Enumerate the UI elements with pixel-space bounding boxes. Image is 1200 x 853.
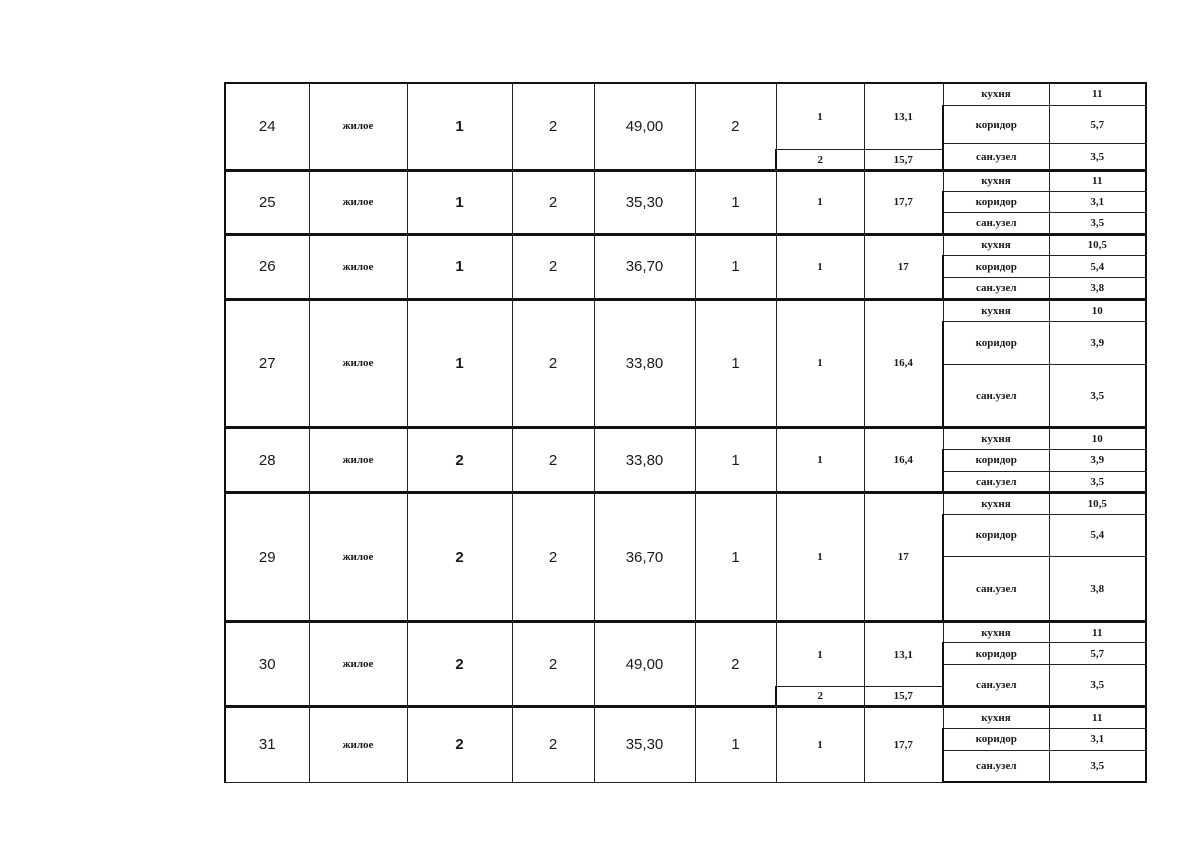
room-count: 1 — [695, 707, 776, 782]
table-body — [225, 83, 1146, 782]
premises-type: жилое — [309, 299, 407, 428]
auxiliary-room-area: 10,5 — [1049, 234, 1146, 255]
auxiliary-room-area: 10 — [1049, 428, 1146, 449]
floor-count: 2 — [512, 170, 594, 234]
table-row — [225, 234, 1146, 255]
living-room-area: 13,1 — [864, 622, 943, 687]
auxiliary-room-name: коридор — [943, 449, 1049, 471]
living-room-number: 2 — [776, 150, 864, 170]
auxiliary-room-name: коридор — [943, 643, 1049, 664]
auxiliary-room-area: 3,9 — [1049, 449, 1146, 471]
room-count: 1 — [695, 170, 776, 234]
auxiliary-room-area: 10 — [1049, 299, 1146, 321]
living-room-number: 1 — [776, 234, 864, 299]
floor-count: 2 — [512, 493, 594, 622]
auxiliary-room-name: кухня — [943, 707, 1049, 728]
premises-type: жилое — [309, 428, 407, 493]
auxiliary-room-area: 3,8 — [1049, 557, 1146, 622]
auxiliary-room-area: 3,1 — [1049, 192, 1146, 213]
auxiliary-room-name: кухня — [943, 493, 1049, 514]
floor-count: 2 — [512, 428, 594, 493]
living-room-area: 17,7 — [864, 707, 943, 782]
auxiliary-room-name: сан.узел — [943, 664, 1049, 707]
auxiliary-room-area: 11 — [1049, 170, 1146, 191]
living-room-number: 1 — [776, 428, 864, 493]
room-count: 2 — [695, 83, 776, 170]
auxiliary-room-name: кухня — [943, 622, 1049, 643]
total-area: 36,70 — [594, 493, 695, 622]
floor-count: 2 — [512, 622, 594, 707]
floor-count: 2 — [512, 707, 594, 782]
auxiliary-room-area: 5,4 — [1049, 255, 1146, 277]
auxiliary-room-name: сан.узел — [943, 557, 1049, 622]
apartment-number: 25 — [225, 170, 309, 234]
living-room-number: 1 — [776, 83, 864, 150]
apartment-number: 26 — [225, 234, 309, 299]
auxiliary-room-area: 5,7 — [1049, 105, 1146, 144]
total-area: 49,00 — [594, 622, 695, 707]
living-room-area: 17,7 — [864, 170, 943, 234]
total-area: 49,00 — [594, 83, 695, 170]
auxiliary-room-area: 5,4 — [1049, 514, 1146, 557]
floor: 2 — [407, 428, 512, 493]
living-room-area: 17 — [864, 493, 943, 622]
living-room-number: 1 — [776, 170, 864, 234]
apartment-number: 30 — [225, 622, 309, 707]
auxiliary-room-name: сан.узел — [943, 750, 1049, 782]
floor-count: 2 — [512, 299, 594, 428]
apartments-table — [224, 82, 1147, 783]
floor: 1 — [407, 299, 512, 428]
total-area: 35,30 — [594, 707, 695, 782]
auxiliary-room-area: 3,8 — [1049, 278, 1146, 299]
living-room-number: 1 — [776, 493, 864, 622]
premises-type: жилое — [309, 622, 407, 707]
premises-type: жилое — [309, 234, 407, 299]
premises-type: жилое — [309, 707, 407, 782]
total-area: 33,80 — [594, 428, 695, 493]
auxiliary-room-name: коридор — [943, 105, 1049, 144]
living-room-number: 2 — [776, 686, 864, 706]
floor: 2 — [407, 493, 512, 622]
auxiliary-room-area: 3,1 — [1049, 728, 1146, 750]
apartment-number: 29 — [225, 493, 309, 622]
floor: 1 — [407, 170, 512, 234]
total-area: 36,70 — [594, 234, 695, 299]
premises-type: жилое — [309, 83, 407, 170]
living-room-area: 15,7 — [864, 686, 943, 706]
apartment-number: 28 — [225, 428, 309, 493]
living-room-area: 13,1 — [864, 83, 943, 150]
auxiliary-room-area: 3,9 — [1049, 321, 1146, 365]
auxiliary-room-area: 11 — [1049, 707, 1146, 728]
table-row — [225, 83, 1146, 105]
auxiliary-room-area: 11 — [1049, 622, 1146, 643]
premises-type: жилое — [309, 493, 407, 622]
living-room-number: 1 — [776, 707, 864, 782]
room-count: 2 — [695, 622, 776, 707]
table-row — [225, 707, 1146, 728]
premises-type: жилое — [309, 170, 407, 234]
floor: 1 — [407, 83, 512, 170]
floor: 1 — [407, 234, 512, 299]
living-room-area: 15,7 — [864, 150, 943, 170]
living-room-area: 16,4 — [864, 428, 943, 493]
table-row — [225, 622, 1146, 643]
living-room-number: 1 — [776, 299, 864, 428]
floor-count: 2 — [512, 83, 594, 170]
auxiliary-room-name: коридор — [943, 321, 1049, 365]
auxiliary-room-name: кухня — [943, 299, 1049, 321]
total-area: 35,30 — [594, 170, 695, 234]
auxiliary-room-area: 11 — [1049, 83, 1146, 105]
auxiliary-room-name: кухня — [943, 83, 1049, 105]
auxiliary-room-name: сан.узел — [943, 365, 1049, 428]
auxiliary-room-name: сан.узел — [943, 213, 1049, 234]
auxiliary-room-area: 3,5 — [1049, 365, 1146, 428]
auxiliary-room-name: кухня — [943, 234, 1049, 255]
room-count: 1 — [695, 428, 776, 493]
auxiliary-room-name: сан.узел — [943, 471, 1049, 492]
table-row — [225, 299, 1146, 321]
floor-count: 2 — [512, 234, 594, 299]
auxiliary-room-area: 5,7 — [1049, 643, 1146, 664]
auxiliary-room-area: 3,5 — [1049, 144, 1146, 170]
living-room-area: 16,4 — [864, 299, 943, 428]
auxiliary-room-name: коридор — [943, 728, 1049, 750]
auxiliary-room-name: коридор — [943, 255, 1049, 277]
floor: 2 — [407, 622, 512, 707]
living-room-area: 17 — [864, 234, 943, 299]
auxiliary-room-area: 3,5 — [1049, 664, 1146, 707]
auxiliary-room-area: 3,5 — [1049, 750, 1146, 782]
total-area: 33,80 — [594, 299, 695, 428]
table-row — [225, 428, 1146, 449]
room-count: 1 — [695, 299, 776, 428]
table-row — [225, 170, 1146, 191]
living-room-number: 1 — [776, 622, 864, 687]
auxiliary-room-area: 10,5 — [1049, 493, 1146, 514]
table-row — [225, 493, 1146, 514]
auxiliary-room-name: коридор — [943, 514, 1049, 557]
apartment-number: 27 — [225, 299, 309, 428]
floor: 2 — [407, 707, 512, 782]
auxiliary-room-name: коридор — [943, 192, 1049, 213]
auxiliary-room-area: 3,5 — [1049, 471, 1146, 492]
apartment-number: 24 — [225, 83, 309, 170]
auxiliary-room-name: кухня — [943, 170, 1049, 191]
auxiliary-room-name: сан.узел — [943, 144, 1049, 170]
room-count: 1 — [695, 234, 776, 299]
auxiliary-room-name: кухня — [943, 428, 1049, 449]
auxiliary-room-name: сан.узел — [943, 278, 1049, 299]
auxiliary-room-area: 3,5 — [1049, 213, 1146, 234]
apartment-number: 31 — [225, 707, 309, 782]
room-count: 1 — [695, 493, 776, 622]
